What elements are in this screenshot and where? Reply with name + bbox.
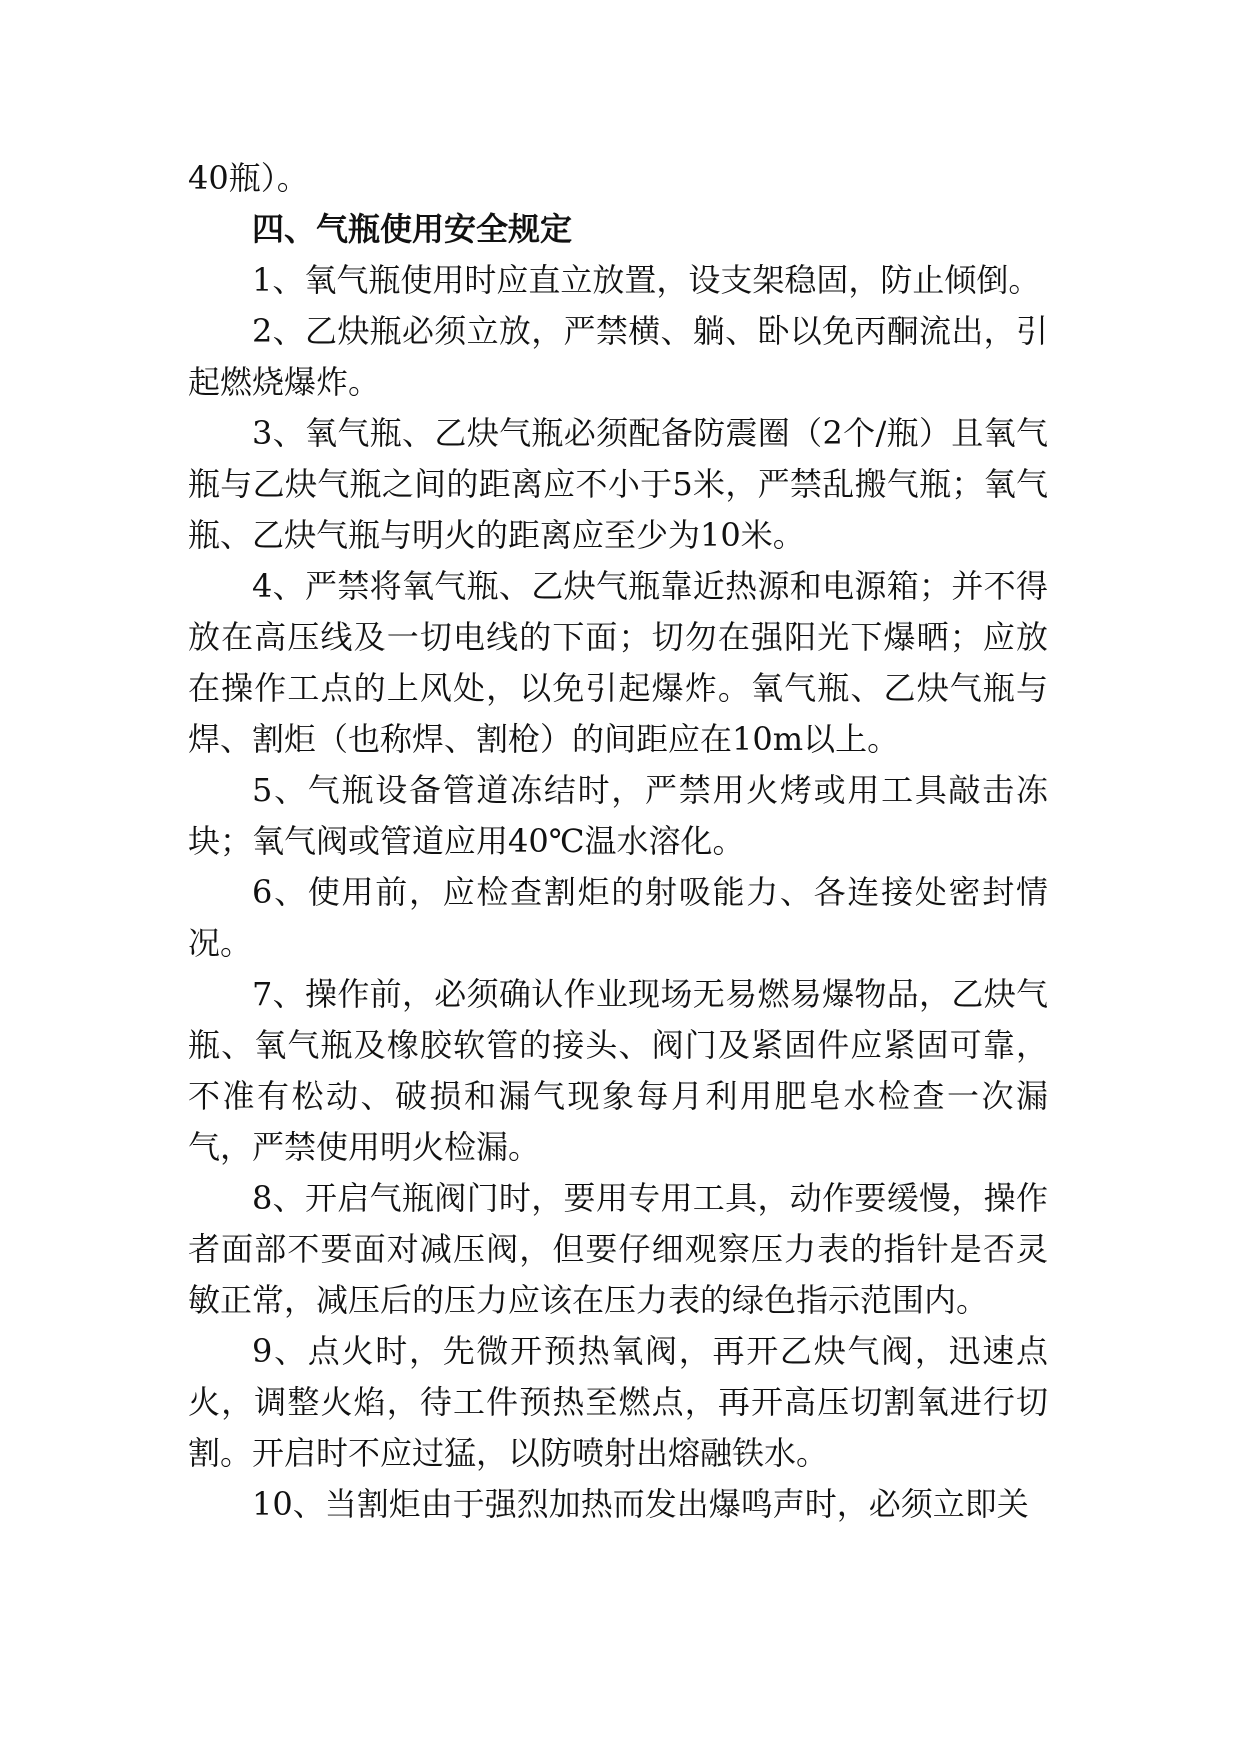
paragraph-5: 5、气瓶设备管道冻结时，严禁用火烤或用工具敲击冻块；氧气阀或管道应用40℃温水溶化。 [188, 771, 1048, 860]
paragraph-4: 4、严禁将氧气瓶、乙炔气瓶靠近热源和电源箱；并不得放在高压线及一切电线的下面；切勿在强阳光下爆晒；应放在操作工点的上风处，以免引起爆炸。氧气瓶、乙炔气瓶与焊、割炬（也称焊、割枪）的间距应在10m以上。 [188, 567, 1048, 758]
paragraph-7: 7、操作前，必须确认作业现场无易燃易爆物品，乙炔气瓶、氧气瓶及橡胶软管的接头、阀门及紧固件应紧固可靠，不准有松动、破损和漏气现象每月利用肥皂水检查一次漏气，严禁使用明火检漏。 [188, 975, 1048, 1166]
paragraph-3: 3、氧气瓶、乙炔气瓶必须配备防震圈（2个/瓶）且氧气瓶与乙炔气瓶之间的距离应不小于5米，严禁乱搬气瓶；氧气瓶、乙炔气瓶与明火的距离应至少为10米。 [188, 414, 1048, 554]
paragraph-1: 1、氧气瓶使用时应直立放置，设支架稳固，防止倾倒。 [252, 261, 1041, 299]
section-heading: 四、气瓶使用安全规定 [252, 210, 573, 248]
continuation-line: 40瓶）。 [188, 159, 309, 197]
paragraph-8: 8、开启气瓶阀门时，要用专用工具，动作要缓慢，操作者面部不要面对减压阀，但要仔细观察压力表的指针是否灵敏正常，减压后的压力应该在压力表的绿色指示范围内。 [188, 1179, 1048, 1319]
paragraph-6: 6、使用前，应检查割炬的射吸能力、各连接处密封情况。 [188, 873, 1048, 962]
paragraph-9: 9、点火时，先微开预热氧阀，再开乙炔气阀，迅速点火，调整火焰，待工件预热至燃点，再开高压切割氧进行切割。开启时不应过猛，以防喷射出熔融铁水。 [188, 1332, 1048, 1472]
paragraph-2: 2、乙炔瓶必须立放，严禁横、躺、卧以免丙酮流出，引起燃烧爆炸。 [188, 312, 1048, 401]
paragraph-10: 10、当割炬由于强烈加热而发出爆鸣声时，必须立即关 [252, 1485, 1029, 1523]
document-body [188, 153, 1048, 1530]
